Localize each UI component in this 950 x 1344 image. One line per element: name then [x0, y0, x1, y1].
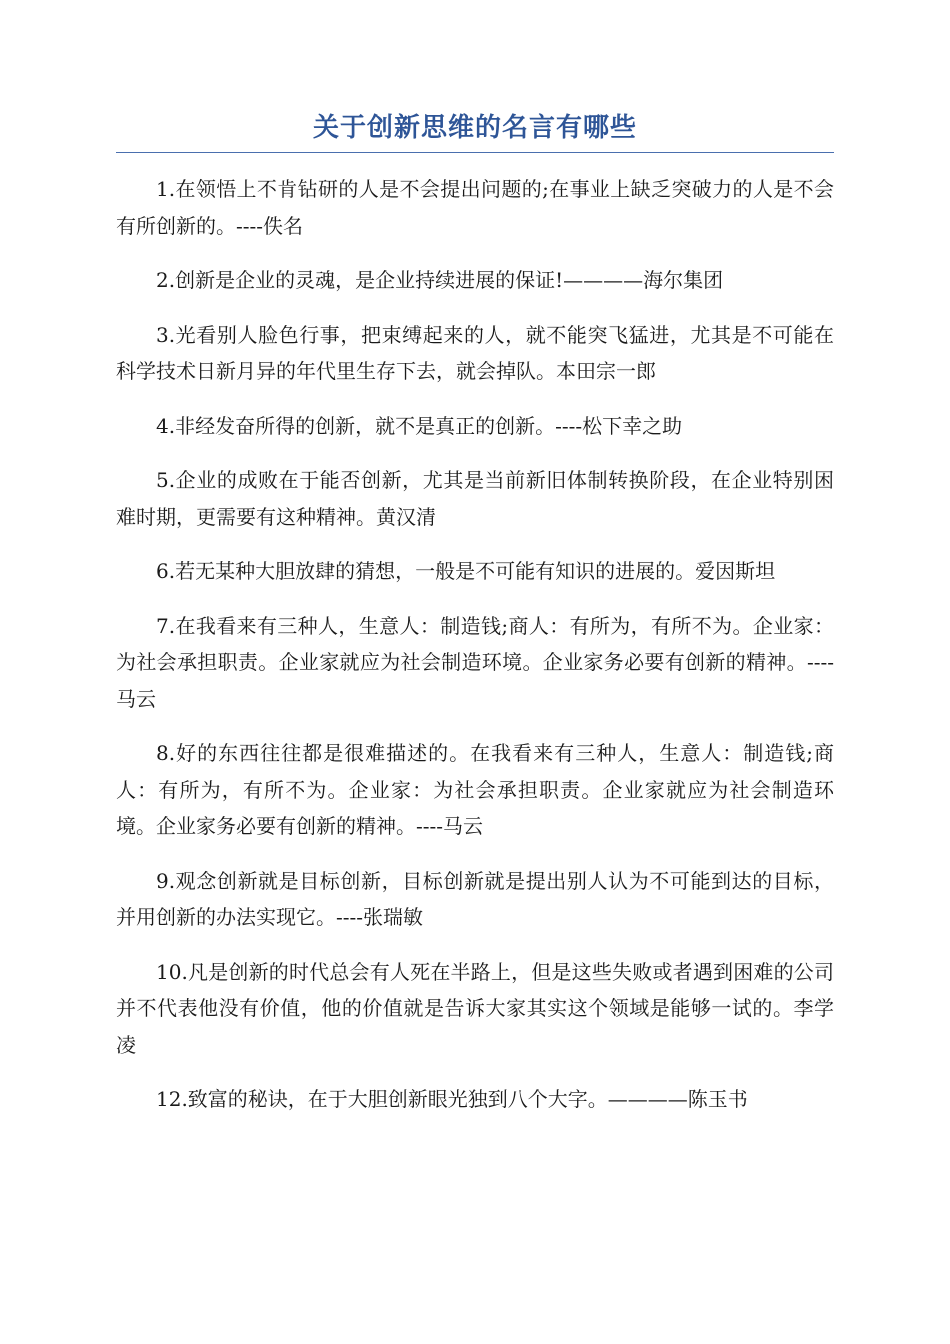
quote-paragraph: 10.凡是创新的时代总会有人死在半路上，但是这些失败或者遇到困难的公司并不代表他没有价值，他的价值就是告诉大家其实这个领域是能够一试的。李学凌 [116, 959, 834, 1057]
title-underline [116, 152, 834, 153]
quote-paragraph: 4.非经发奋所得的创新，就不是真正的创新。----松下幸之助 [156, 413, 683, 438]
quote-paragraph: 7.在我看来有三种人，生意人：制造钱;商人：有所为，有所不为。企业家：为社会承担职责。企业家就应为社会制造环境。企业家务必要有创新的精神。----马云 [116, 613, 834, 711]
quote-paragraph: 5.企业的成败在于能否创新，尤其是当前新旧体制转换阶段，在企业特别困难时期，更需要有这种精神。黄汉清 [116, 468, 834, 529]
quote-paragraph: 9.观念创新就是目标创新，目标创新就是提出别人认为不可能到达的目标，并用创新的办法实现它。----张瑞敏 [116, 868, 834, 929]
quote-paragraph: 2.创新是企业的灵魂，是企业持续进展的保证!————海尔集团 [156, 268, 724, 292]
quote-paragraph: 12.致富的秘诀，在于大胆创新眼光独到八个大字。————陈玉书 [156, 1087, 748, 1111]
quote-paragraph: 6.若无某种大胆放肆的猜想，一般是不可能有知识的进展的。爱因斯坦 [156, 559, 776, 583]
quote-paragraph: 8.好的东西往往都是很难描述的。在我看来有三种人，生意人：制造钱;商人：有所为，有所不为。企业家：为社会承担职责。企业家就应为社会制造环境。企业家务必要有创新的精神。----马云 [116, 741, 834, 838]
quote-list [116, 171, 834, 1118]
quote-paragraph: 3.光看别人脸色行事，把束缚起来的人，就不能突飞猛进，尤其是不可能在科学技术日新月异的年代里生存下去，就会掉队。本田宗一郎 [116, 322, 834, 383]
page-title: 关于创新思维的名言有哪些 [312, 113, 637, 143]
quote-paragraph: 1.在领悟上不肯钻研的人是不会提出问题的;在事业上缺乏突破力的人是不会有所创新的。----佚名 [116, 177, 834, 238]
document-page [116, 108, 834, 1136]
